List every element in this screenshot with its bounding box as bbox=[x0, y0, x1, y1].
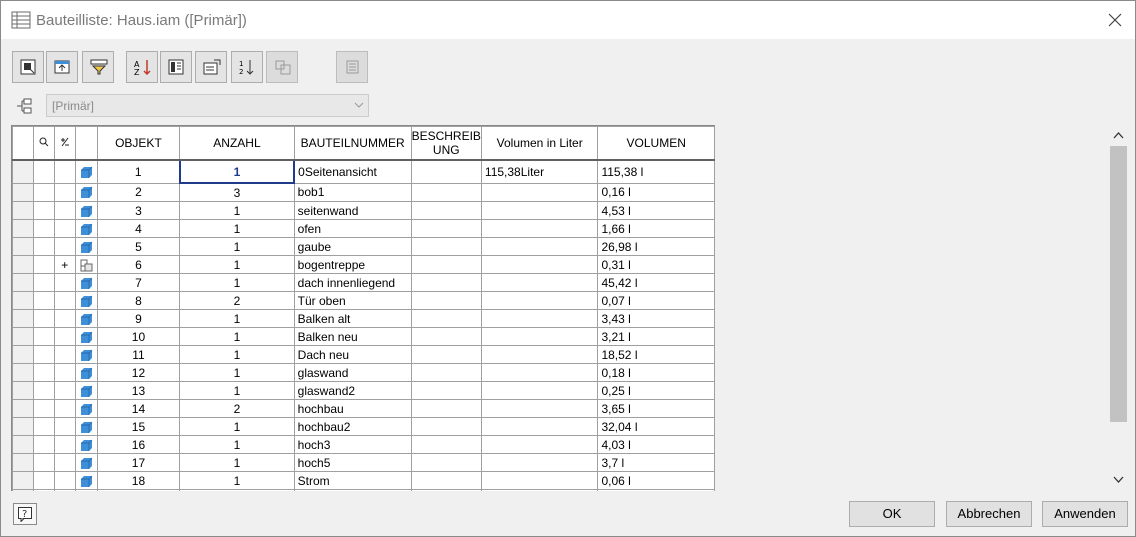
cell-anzahl[interactable] bbox=[180, 490, 294, 492]
cell-bauteilnummer[interactable] bbox=[294, 490, 411, 492]
cell-zoom[interactable] bbox=[33, 436, 54, 454]
row-selector[interactable] bbox=[13, 436, 34, 454]
cell-volumen-liter[interactable] bbox=[481, 436, 598, 454]
cell-anzahl[interactable]: 2 bbox=[180, 400, 294, 418]
expand-toggle[interactable] bbox=[54, 346, 75, 364]
merge-icon bbox=[274, 59, 292, 75]
cell-bauteilnummer[interactable]: 0Seitenansicht bbox=[294, 160, 411, 183]
expand-toggle[interactable] bbox=[54, 454, 75, 472]
cell-zoom[interactable] bbox=[33, 382, 54, 400]
cell-beschreibung[interactable] bbox=[411, 160, 481, 183]
cell-icon bbox=[75, 328, 97, 346]
cell-objekt[interactable]: 1 bbox=[97, 160, 180, 183]
cell-volumen-liter[interactable] bbox=[481, 256, 598, 274]
cell-icon bbox=[75, 418, 97, 436]
cell-objekt[interactable]: 4 bbox=[97, 220, 180, 238]
cell-zoom[interactable] bbox=[33, 400, 54, 418]
table-row[interactable] bbox=[13, 238, 715, 256]
export-icon bbox=[54, 59, 70, 75]
cell-icon bbox=[75, 400, 97, 418]
cell-volumen-liter[interactable] bbox=[481, 202, 598, 220]
cell-zoom[interactable] bbox=[33, 418, 54, 436]
cell-beschreibung[interactable] bbox=[411, 238, 481, 256]
columns-button[interactable] bbox=[160, 51, 192, 83]
cell-anzahl[interactable]: 1 bbox=[180, 160, 294, 183]
cell-bauteilnummer[interactable]: glaswand bbox=[294, 364, 411, 382]
settings-icon bbox=[344, 59, 360, 75]
cell-beschreibung[interactable] bbox=[411, 418, 481, 436]
cell-beschreibung[interactable] bbox=[411, 364, 481, 382]
cell-beschreibung[interactable] bbox=[411, 400, 481, 418]
part-icon bbox=[80, 205, 93, 218]
merge-button[interactable] bbox=[266, 51, 298, 83]
cell-objekt[interactable]: 7 bbox=[97, 274, 180, 292]
cell-volumen-liter[interactable] bbox=[481, 274, 598, 292]
chevron-down-icon bbox=[1109, 471, 1128, 488]
row-selector[interactable] bbox=[13, 220, 34, 238]
row-selector[interactable] bbox=[13, 292, 34, 310]
expand-toggle[interactable] bbox=[54, 328, 75, 346]
table-row[interactable] bbox=[13, 328, 715, 346]
scroll-up-button[interactable] bbox=[1109, 127, 1128, 144]
cell-icon bbox=[75, 202, 97, 220]
view-selector[interactable] bbox=[46, 94, 369, 117]
cell-objekt[interactable]: 10 bbox=[97, 328, 180, 346]
title-bar bbox=[1, 1, 1135, 39]
row-selector[interactable] bbox=[13, 364, 34, 382]
cell-volumen[interactable]: 32,04 l bbox=[598, 418, 715, 436]
cell-anzahl[interactable]: 1 bbox=[180, 454, 294, 472]
table-header-row bbox=[13, 127, 715, 161]
row-selector[interactable] bbox=[13, 400, 34, 418]
cell-beschreibung[interactable] bbox=[411, 454, 481, 472]
row-selector[interactable] bbox=[13, 418, 34, 436]
cell-objekt[interactable]: 3 bbox=[97, 202, 180, 220]
cell-beschreibung[interactable] bbox=[411, 346, 481, 364]
cell-objekt[interactable]: 18 bbox=[97, 472, 180, 490]
part-icon bbox=[80, 241, 93, 254]
view-options-icon bbox=[20, 59, 36, 75]
expand-toggle[interactable] bbox=[54, 238, 75, 256]
expand-toggle[interactable] bbox=[54, 436, 75, 454]
view-options-button[interactable] bbox=[12, 51, 44, 83]
filter-icon bbox=[90, 59, 108, 75]
cell-anzahl[interactable]: 1 bbox=[180, 256, 294, 274]
table-row[interactable] bbox=[13, 220, 715, 238]
part-icon bbox=[80, 295, 93, 308]
row-selector-header[interactable] bbox=[13, 127, 34, 161]
cell-anzahl[interactable]: 3 bbox=[180, 183, 294, 202]
cell-beschreibung[interactable] bbox=[411, 292, 481, 310]
cell-beschreibung[interactable] bbox=[411, 256, 481, 274]
table-row[interactable] bbox=[13, 346, 715, 364]
row-selector[interactable] bbox=[13, 328, 34, 346]
table-row[interactable] bbox=[13, 160, 715, 183]
cell-volumen-liter[interactable]: 115,38Liter bbox=[481, 160, 598, 183]
cell-bauteilnummer[interactable]: Dach neu bbox=[294, 346, 411, 364]
cell-volumen[interactable]: 45,42 l bbox=[598, 274, 715, 292]
cancel-button[interactable]: Abbrechen bbox=[946, 501, 1032, 527]
cell-bauteilnummer[interactable]: gaube bbox=[294, 238, 411, 256]
expand-toggle[interactable] bbox=[54, 160, 75, 183]
col-header-anzahl[interactable]: ANZAHL bbox=[180, 127, 294, 161]
table-row[interactable] bbox=[13, 400, 715, 418]
cell-bauteilnummer[interactable]: Tür oben bbox=[294, 292, 411, 310]
cell-icon bbox=[75, 310, 97, 328]
cell-beschreibung[interactable] bbox=[411, 328, 481, 346]
col-header-bauteilnummer[interactable]: BAUTEILNUMMER bbox=[294, 127, 411, 161]
row-selector[interactable] bbox=[13, 382, 34, 400]
expand-toggle[interactable] bbox=[54, 220, 75, 238]
cell-anzahl[interactable]: 1 bbox=[180, 436, 294, 454]
row-selector[interactable] bbox=[13, 490, 34, 492]
svg-text:?: ? bbox=[22, 509, 28, 520]
cell-volumen[interactable]: 3,7 l bbox=[598, 454, 715, 472]
cell-volumen-liter[interactable] bbox=[481, 472, 598, 490]
cell-volumen-liter[interactable] bbox=[481, 346, 598, 364]
row-selector[interactable] bbox=[13, 183, 34, 202]
window-title: Bauteilliste: Haus.iam ([Primär]) bbox=[36, 12, 247, 29]
properties-icon bbox=[203, 59, 221, 75]
cell-zoom[interactable] bbox=[33, 364, 54, 382]
cell-icon bbox=[75, 274, 97, 292]
cell-icon bbox=[75, 364, 97, 382]
cell-volumen-liter[interactable] bbox=[481, 220, 598, 238]
part-icon bbox=[80, 277, 93, 290]
cell-bauteilnummer[interactable]: seitenwand bbox=[294, 202, 411, 220]
part-icon bbox=[80, 367, 93, 380]
cell-volumen[interactable]: 0,25 l bbox=[598, 382, 715, 400]
part-icon bbox=[80, 457, 93, 470]
properties-button[interactable] bbox=[195, 51, 227, 83]
expand-toggle[interactable] bbox=[54, 274, 75, 292]
col-header-volumen[interactable]: VOLUMEN bbox=[598, 127, 715, 161]
cell-beschreibung[interactable] bbox=[411, 490, 481, 492]
expand-toggle[interactable] bbox=[54, 382, 75, 400]
expand-toggle[interactable] bbox=[54, 490, 75, 492]
help-button[interactable] bbox=[13, 503, 37, 525]
cell-icon bbox=[75, 292, 97, 310]
cell-bauteilnummer[interactable]: dach innenliegend bbox=[294, 274, 411, 292]
view-selector-value: [Primär] bbox=[52, 99, 94, 113]
part-icon bbox=[80, 403, 93, 416]
row-selector[interactable] bbox=[13, 310, 34, 328]
table-row[interactable] bbox=[13, 292, 715, 310]
part-icon bbox=[80, 313, 93, 326]
cell-icon bbox=[75, 238, 97, 256]
cell-volumen[interactable]: 0,18 l bbox=[598, 364, 715, 382]
cell-volumen[interactable]: 0,16 l bbox=[598, 183, 715, 202]
beschreibung-header-line2: UNG bbox=[432, 143, 460, 157]
col-header-beschreibung[interactable] bbox=[411, 127, 481, 161]
cell-zoom[interactable] bbox=[33, 292, 54, 310]
row-selector[interactable] bbox=[13, 472, 34, 490]
cell-anzahl[interactable]: 1 bbox=[180, 274, 294, 292]
sort-icon bbox=[134, 59, 152, 76]
cell-volumen[interactable]: 3,43 l bbox=[598, 310, 715, 328]
cell-bauteilnummer[interactable]: hoch3 bbox=[294, 436, 411, 454]
close-button[interactable] bbox=[1099, 5, 1131, 35]
part-icon bbox=[80, 385, 93, 398]
part-icon bbox=[80, 331, 93, 344]
cell-bauteilnummer[interactable]: Balken alt bbox=[294, 310, 411, 328]
cell-bauteilnummer[interactable]: Strom bbox=[294, 472, 411, 490]
cell-anzahl[interactable]: 1 bbox=[180, 346, 294, 364]
hierarchy-icon bbox=[16, 98, 34, 114]
cell-anzahl[interactable]: 1 bbox=[180, 472, 294, 490]
cell-beschreibung[interactable] bbox=[411, 274, 481, 292]
table-row[interactable] bbox=[13, 418, 715, 436]
cell-volumen[interactable]: 4,53 l bbox=[598, 202, 715, 220]
cell-volumen-liter[interactable] bbox=[481, 328, 598, 346]
cell-bauteilnummer[interactable]: glaswand2 bbox=[294, 382, 411, 400]
cell-objekt[interactable]: 16 bbox=[97, 436, 180, 454]
cell-anzahl[interactable]: 1 bbox=[180, 382, 294, 400]
row-selector[interactable] bbox=[13, 202, 34, 220]
part-icon bbox=[80, 439, 93, 452]
table-row[interactable] bbox=[13, 454, 715, 472]
cell-volumen[interactable]: 4,03 l bbox=[598, 436, 715, 454]
magnifier-icon bbox=[39, 137, 49, 147]
part-icon bbox=[80, 223, 93, 236]
cell-beschreibung[interactable] bbox=[411, 436, 481, 454]
cell-volumen[interactable]: 26,98 l bbox=[598, 238, 715, 256]
expand-toggle[interactable] bbox=[54, 183, 75, 202]
scroll-down-button[interactable] bbox=[1109, 471, 1128, 488]
ok-button[interactable]: OK bbox=[849, 501, 935, 527]
table-row[interactable] bbox=[13, 490, 715, 492]
expand-column-header[interactable] bbox=[54, 127, 75, 161]
cell-zoom[interactable] bbox=[33, 454, 54, 472]
cell-volumen-liter[interactable] bbox=[481, 418, 598, 436]
row-selector[interactable] bbox=[13, 160, 34, 183]
table-row[interactable] bbox=[13, 183, 715, 202]
cell-volumen[interactable]: 0,06 l bbox=[598, 472, 715, 490]
expand-toggle[interactable] bbox=[54, 418, 75, 436]
cell-objekt[interactable]: 17 bbox=[97, 454, 180, 472]
bom-table bbox=[11, 125, 715, 491]
beschreibung-header-line1: BESCHREIB bbox=[411, 129, 481, 143]
cell-objekt[interactable]: 9 bbox=[97, 310, 180, 328]
vertical-scrollbar[interactable] bbox=[1109, 127, 1128, 488]
expand-toggle[interactable] bbox=[54, 364, 75, 382]
cell-objekt[interactable]: 11 bbox=[97, 346, 180, 364]
cell-icon bbox=[75, 256, 97, 274]
cell-zoom[interactable] bbox=[33, 238, 54, 256]
svg-text:2: 2 bbox=[239, 68, 244, 76]
apply-button[interactable]: Anwenden bbox=[1042, 501, 1128, 527]
cell-bauteilnummer[interactable]: hochbau bbox=[294, 400, 411, 418]
table-icon bbox=[11, 11, 31, 29]
cell-bauteilnummer[interactable]: bogentreppe bbox=[294, 256, 411, 274]
table-row[interactable] bbox=[13, 274, 715, 292]
cell-volumen[interactable] bbox=[598, 490, 715, 492]
cell-volumen-liter[interactable] bbox=[481, 310, 598, 328]
cell-objekt[interactable]: 8 bbox=[97, 292, 180, 310]
cell-anzahl[interactable]: 1 bbox=[180, 418, 294, 436]
row-selector[interactable] bbox=[13, 238, 34, 256]
cell-zoom[interactable] bbox=[33, 220, 54, 238]
cell-anzahl[interactable]: 1 bbox=[180, 220, 294, 238]
renumber-button[interactable] bbox=[231, 51, 263, 83]
cell-volumen[interactable]: 115,38 l bbox=[598, 160, 715, 183]
row-selector[interactable] bbox=[13, 274, 34, 292]
cell-objekt[interactable] bbox=[97, 490, 180, 492]
cell-icon bbox=[75, 346, 97, 364]
cell-icon bbox=[75, 490, 97, 492]
part-icon bbox=[80, 421, 93, 434]
zoom-column-header[interactable] bbox=[33, 127, 54, 161]
cell-bauteilnummer[interactable]: bob1 bbox=[294, 183, 411, 202]
cell-beschreibung[interactable] bbox=[411, 220, 481, 238]
col-header-objekt[interactable]: OBJEKT bbox=[97, 127, 180, 161]
part-icon bbox=[80, 475, 93, 488]
cell-bauteilnummer[interactable]: ofen bbox=[294, 220, 411, 238]
filter-button[interactable] bbox=[82, 51, 114, 83]
svg-text:1: 1 bbox=[239, 60, 244, 68]
scroll-thumb[interactable] bbox=[1110, 146, 1127, 422]
cell-icon bbox=[75, 436, 97, 454]
icon-column-header[interactable] bbox=[75, 127, 97, 161]
cell-objekt[interactable]: 13 bbox=[97, 382, 180, 400]
cell-volumen[interactable]: 3,21 l bbox=[598, 328, 715, 346]
help-icon bbox=[18, 507, 33, 522]
table-row[interactable] bbox=[13, 256, 715, 274]
cell-zoom[interactable] bbox=[33, 310, 54, 328]
cell-objekt[interactable]: 6 bbox=[97, 256, 180, 274]
cell-volumen-liter[interactable] bbox=[481, 292, 598, 310]
cell-objekt[interactable]: 14 bbox=[97, 400, 180, 418]
table-row[interactable] bbox=[13, 436, 715, 454]
cell-bauteilnummer[interactable]: Balken neu bbox=[294, 328, 411, 346]
expand-toggle[interactable]: + bbox=[54, 256, 75, 274]
bom-settings-button[interactable] bbox=[336, 51, 368, 83]
cell-zoom[interactable] bbox=[33, 274, 54, 292]
cell-icon bbox=[75, 220, 97, 238]
cell-beschreibung[interactable] bbox=[411, 310, 481, 328]
table-row[interactable] bbox=[13, 310, 715, 328]
columns-icon bbox=[168, 59, 184, 75]
expand-toggle[interactable] bbox=[54, 292, 75, 310]
cell-volumen[interactable]: 1,66 l bbox=[598, 220, 715, 238]
expand-collapse-icon bbox=[60, 137, 70, 147]
cell-zoom[interactable] bbox=[33, 256, 54, 274]
cell-zoom[interactable] bbox=[33, 160, 54, 183]
sort-button[interactable] bbox=[126, 51, 158, 83]
renumber-icon bbox=[239, 59, 257, 76]
cell-volumen[interactable]: 18,52 l bbox=[598, 346, 715, 364]
cell-icon bbox=[75, 382, 97, 400]
cell-zoom[interactable] bbox=[33, 346, 54, 364]
chevron-down-icon bbox=[354, 101, 364, 109]
expand-toggle[interactable] bbox=[54, 202, 75, 220]
cell-objekt[interactable]: 2 bbox=[97, 183, 180, 202]
svg-text:Z: Z bbox=[134, 68, 140, 76]
cell-bauteilnummer[interactable]: hoch5 bbox=[294, 454, 411, 472]
cell-beschreibung[interactable] bbox=[411, 183, 481, 202]
row-selector[interactable] bbox=[13, 346, 34, 364]
cell-anzahl[interactable]: 1 bbox=[180, 202, 294, 220]
part-icon bbox=[80, 186, 93, 199]
cell-beschreibung[interactable] bbox=[411, 202, 481, 220]
cell-anzahl[interactable]: 1 bbox=[180, 328, 294, 346]
close-icon bbox=[1108, 13, 1122, 27]
col-header-volumen-liter[interactable]: Volumen in Liter bbox=[481, 127, 598, 161]
cell-zoom[interactable] bbox=[33, 490, 54, 492]
cell-objekt[interactable]: 12 bbox=[97, 364, 180, 382]
expand-toggle[interactable] bbox=[54, 400, 75, 418]
cell-objekt[interactable]: 15 bbox=[97, 418, 180, 436]
cell-volumen-liter[interactable] bbox=[481, 364, 598, 382]
table-row[interactable] bbox=[13, 202, 715, 220]
cell-anzahl[interactable]: 1 bbox=[180, 364, 294, 382]
table-row[interactable] bbox=[13, 382, 715, 400]
cell-icon bbox=[75, 160, 97, 183]
cell-bauteilnummer[interactable]: hochbau2 bbox=[294, 418, 411, 436]
expand-toggle[interactable] bbox=[54, 310, 75, 328]
cell-volumen-liter[interactable] bbox=[481, 490, 598, 492]
cell-volumen[interactable]: 0,31 l bbox=[598, 256, 715, 274]
cell-volumen-liter[interactable] bbox=[481, 454, 598, 472]
cell-icon bbox=[75, 472, 97, 490]
cell-anzahl[interactable]: 1 bbox=[180, 310, 294, 328]
cell-icon bbox=[75, 183, 97, 202]
svg-text:A: A bbox=[134, 60, 140, 69]
cell-beschreibung[interactable] bbox=[411, 382, 481, 400]
cell-volumen-liter[interactable] bbox=[481, 183, 598, 202]
chevron-up-icon bbox=[1109, 127, 1128, 144]
cell-volumen-liter[interactable] bbox=[481, 400, 598, 418]
export-button[interactable] bbox=[46, 51, 78, 83]
assembly-icon bbox=[80, 259, 93, 272]
cell-volumen[interactable]: 3,65 l bbox=[598, 400, 715, 418]
cell-volumen-liter[interactable] bbox=[481, 238, 598, 256]
cell-icon bbox=[75, 454, 97, 472]
cell-volumen[interactable]: 0,07 l bbox=[598, 292, 715, 310]
cell-anzahl[interactable]: 2 bbox=[180, 292, 294, 310]
table-row[interactable] bbox=[13, 364, 715, 382]
row-selector[interactable] bbox=[13, 256, 34, 274]
cell-beschreibung[interactable] bbox=[411, 472, 481, 490]
cell-zoom[interactable] bbox=[33, 328, 54, 346]
row-selector[interactable] bbox=[13, 454, 34, 472]
cell-zoom[interactable] bbox=[33, 202, 54, 220]
cell-volumen-liter[interactable] bbox=[481, 382, 598, 400]
cell-zoom[interactable] bbox=[33, 472, 54, 490]
cell-zoom[interactable] bbox=[33, 183, 54, 202]
cell-anzahl[interactable]: 1 bbox=[180, 238, 294, 256]
expand-toggle[interactable] bbox=[54, 472, 75, 490]
cell-objekt[interactable]: 5 bbox=[97, 238, 180, 256]
table-row[interactable] bbox=[13, 472, 715, 490]
part-icon bbox=[80, 349, 93, 362]
part-icon bbox=[80, 166, 93, 179]
